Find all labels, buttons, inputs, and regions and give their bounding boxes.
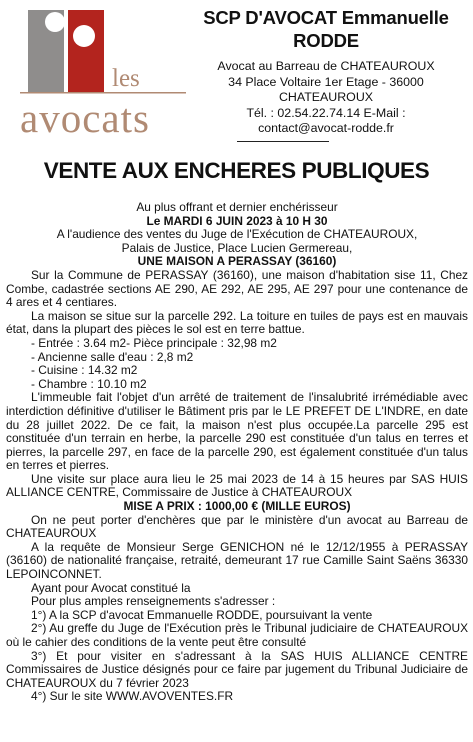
firm-contact: [196, 59, 456, 137]
logo-body-left: [46, 34, 64, 92]
firm-block: [196, 6, 456, 137]
contact-item-2: 2°) Au greffe du Juge de l'Exécution près le Tribunal judiciaire de CHATEAUROUX où le cahier des conditions de la vente peut être consulté: [6, 621, 468, 649]
firm-email: contact@avocat-rodde.fr: [258, 121, 394, 135]
firm-info-line2: 34 Place Voltaire 1er Etage - 36000: [228, 74, 424, 89]
notice-body: [6, 201, 468, 704]
lawyer-line: Ayant pour Avocat constitué la: [31, 580, 191, 595]
requester-paragraph: A la requête de Monsieur Serge GENICHON né le 12/12/1955 à PERASSAY (36160) de nationalité française, retraité, demeurant 17 rue Camille Saint Saëns 36330 LEPOINCONNET.: [6, 539, 468, 582]
logo-head-left: [45, 12, 65, 32]
contact-item-3: 3°) Et pour visiter en s'adressant à la SAS HUIS ALLIANCE CENTRE Commissaires de Justice désignés pour ce faire par jugement du Tribunal Judiciaire de CHATEAUROUX du 7 février 2023: [6, 648, 468, 690]
bidding-rule: On ne peut porter d'enchères que par le ministère d'un avocat au Barreau de CHATEAUROUX: [6, 512, 468, 541]
contact-item-4: 4°) Sur le site WWW.AVOVENTES.FR: [31, 689, 234, 704]
property-heading: UNE MAISON A PERASSAY (36160): [137, 254, 337, 269]
contact-item-1: 1°) A la SCP d'avocat Emmanuelle RODDE, poursuivant la vente: [31, 607, 373, 622]
intro-line2: A l'audience des ventes du Juge de l'Exécution de CHATEAUROUX,: [56, 227, 418, 242]
notice-title: VENTE AUX ENCHERES PUBLIQUES: [43, 158, 430, 183]
property-condition: La maison se situe sur la parcelle 292. La toiture en tuiles de pays est en mauvais état, dans la plupart des pièces le sol est en terre battue.: [6, 308, 468, 337]
room-item: - Chambre : 10.10 m2: [31, 376, 147, 391]
firm-name-line1: SCP D'AVOCAT Emmanuelle: [203, 7, 449, 28]
les-avocats-logo: [18, 8, 188, 138]
auction-date: Le MARDI 6 JUIN 2023 à 10 H 30: [146, 213, 328, 228]
visit-paragraph: Une visite sur place aura lieu le 25 mai 2023 de 14 à 15 heures par SAS HUIS ALLIANCE CENTRE, Commissaire de Justice à CHATEAUROUX: [6, 471, 468, 500]
logo-word-avocats: avocats: [20, 95, 150, 138]
firm-name-line2: RODDE: [293, 30, 359, 51]
logo-rule: [20, 92, 186, 94]
insalubrity-paragraph: L'immeuble fait l'objet d'un arrêté de traitement de l'insalubrité irrémédiable avec interdiction définitive d'utiliser le Bâtiment pris par le LE PREFET DE L'INDRE, en date du 28 juillet 2022. De ce fait, la maison n'est plus occupée.La parcelle 295 est constituée d'un terrain en herbe, la parcelle 290 est constituée d'un talus en terres et pierres, la parcelle 297, en face de la parcelle 290, est également constituée d'un talus en terres et pierres.: [6, 390, 468, 473]
intro-line3: Palais de Justice, Place Lucien Germereau,: [121, 240, 353, 255]
room-item: - Ancienne salle d'eau : 2,8 m2: [31, 349, 194, 364]
header: [0, 0, 473, 150]
logo-word-les: les: [112, 65, 140, 92]
header-divider: [237, 141, 329, 142]
firm-info-line4: Tél. : 02.54.22.74.14 E-Mail :: [246, 105, 406, 120]
firm-info-line3: CHATEAUROUX: [278, 90, 374, 104]
firm-info-line1: Avocat au Barreau de CHATEAUROUX: [217, 59, 435, 73]
room-item: - Entrée : 3.64 m2- Pièce principale : 32,98 m2: [31, 335, 277, 350]
room-item: - Cuisine : 14.32 m2: [31, 363, 138, 378]
logo-gap: [64, 36, 68, 92]
property-description: Sur la Commune de PERASSAY (36160), une maison d'habitation sise 11, Chez Combe, cadastrée sections AE 290, AE 292, AE 295, AE 297 pour une contenance de 4 ares et 4 centiares.: [6, 267, 468, 310]
firm-name: [196, 6, 456, 52]
info-intro: Pour plus amples renseignements s'adresser :: [31, 594, 276, 609]
starting-price: MISE A PRIX : 1000,00 € (MILLE EUROS): [123, 499, 351, 514]
intro-line1: Au plus offrant et dernier enchérisseur: [136, 200, 338, 214]
logo-head-right: [73, 25, 95, 47]
logo-body-right: [74, 49, 104, 92]
